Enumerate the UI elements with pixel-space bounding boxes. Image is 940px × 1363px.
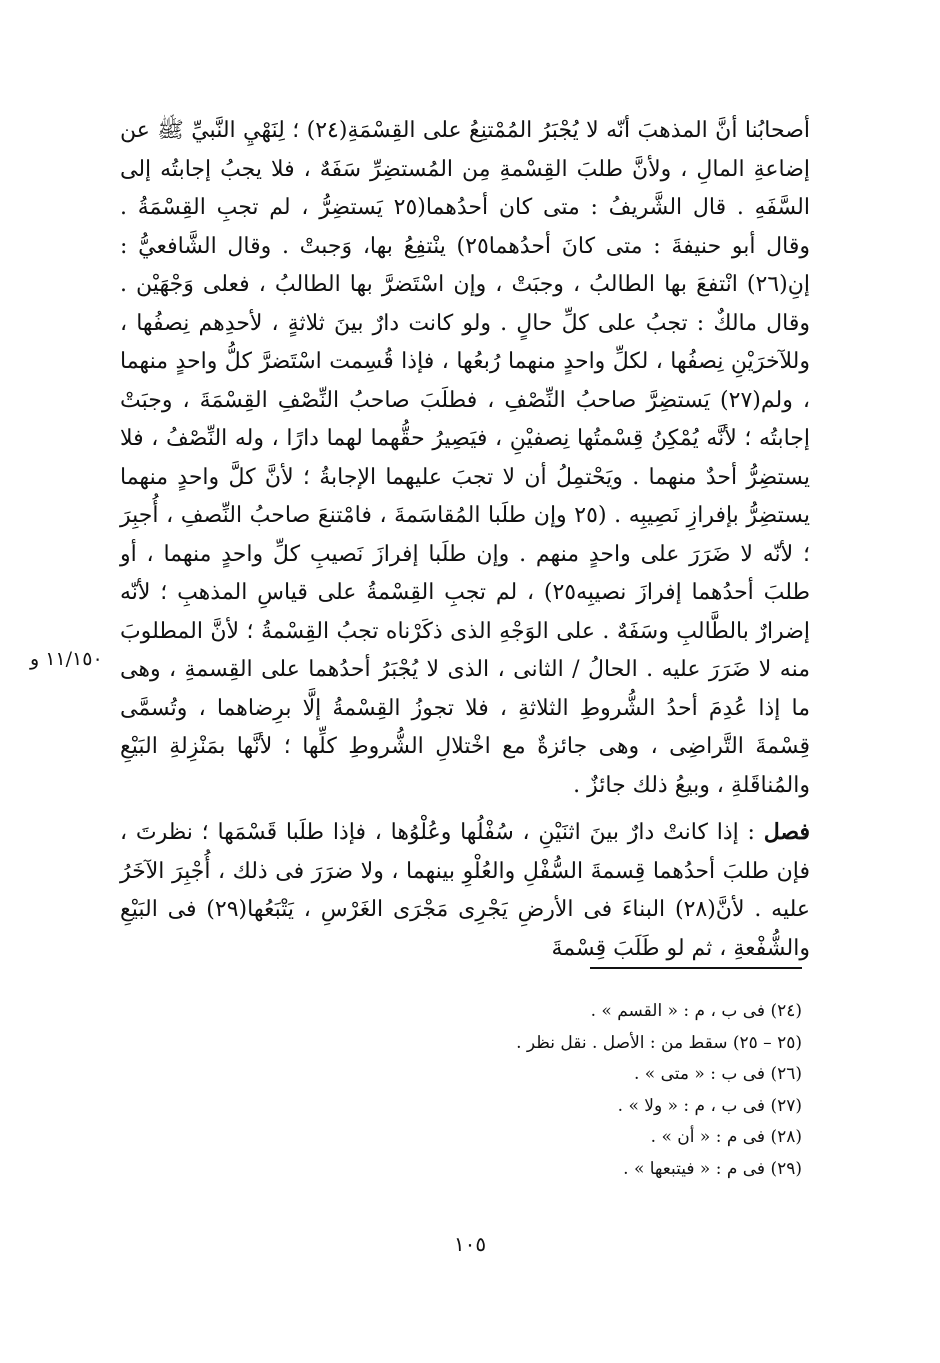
paragraph-1 [120, 112, 810, 805]
footnote-separator [590, 967, 802, 969]
footnote-27: (٢٧) فى ب ، م : « ولا » . [617, 1095, 802, 1116]
footnote-29: (٢٩) فى م : « فيتبعها » . [623, 1158, 802, 1179]
margin-folio-note: ١١/١٥٠ و [30, 648, 103, 670]
footnote-26: (٢٦) فى ب : « متى » . [633, 1064, 802, 1084]
section-heading-fasl: فصل [763, 819, 810, 845]
footnote-28: (٢٨) فى م : « أن » . [650, 1127, 802, 1147]
main-text [120, 112, 810, 968]
footnote-24: (٢٤) فى ب ، م : « القسم » . [590, 1001, 802, 1021]
paragraph-2 [120, 813, 810, 968]
paragraph-1-text: أصحابُنا أنَّ المذهبَ أنّه لا يُجْبَرُ المُمْتنِعُ على القِسْمَةِ(٢٤) ؛ لِنَهْيِ النَّبيِّ ﷺ عن إضاعةِ المالِ ، ولأنَّ طلبَ القِسْمةِ مِن المُستضِرِّ سَفَهٌ ، فلا يجبُ إجابتُه إلى السَّفَهِ . قال الشَّريفُ : متى كان أحدُهما(٢٥ يَستضِرُّ ، لم تجبِ القِسْمَةُ . وقال أبو حنيفةَ : متى كانَ أحدُهما٢٥) ينْتفِعُ بها، وَجبتْ . وقال الشَّافعيُّ : إنِ(٢٦) انْتفعَ بها الطالبُ ، وجبَتْ ، وإن اسْتَضرَّ بها الطالبُ ، فعلى وَجْهَيْن . وقال مالكٌ : تجبُ على كلِّ حالٍ . ولو كانت دارٌ بينَ ثلاثةٍ ، لأحدِهم نِصفُها ، وللآخرَيْنِ نِصفُها ، لكلِّ واحدٍ منهما رُبعُها ، فإذا قُسِمت اسْتَضرَّ كلُّ واحدٍ منهما ، ولم(٢٧) يَستضِرَّ صاحبُ النِّصْفِ ، فطلَبَ صاحبُ النِّصْفِ القِسْمَةَ ، وجبَتْ إجابتُه ؛ لأنَّه يُمْكِنُ قِسْمتُها نِصفيْنِ ، فيَصِيرُ حقُّهما لهما دارًا ، وله النِّصْفُ ، فلا يستضِرُّ أحدٌ منهما . ويَحْتمِلُ أن لا تجبَ عليهما الإجابةُ ؛ لأنَّ كلَّ واحدٍ منهما يستضِرُّ بإفرازِ نَصِيبِه . (٢٥ وإن طلَبا المُقاسَمةَ ، فامْتنعَ صاحبُ النِّصفِ ، أُجبِرَ ؛ لأنّه لا ضَرَرَ على واحدٍ منهم . وإن طلَبا إفرازَ نَصيبِ كلِّ واحدٍ منهما ، أو طلبَ أحدُهما إفرازَ نصيبِه٢٥) ، لم تجبِ القِسْمةُ على قياسِ المذهبِ ؛ لأنّه إضرارٌ بالطَّالبِ وسَفَهٌ . على الوَجْهِ الذى ذكَرْناه تجبُ القِسْمةُ ؛ لأنَّ المطلوبَ منه لا ضَرَرَ عليه . الحالُ / الثانى ، الذى لا يُجْبَرُ أحدُهما على القِسمةِ ، وهى ما إذا عُدِمَ أحدُ الشُّروطِ الثلاثةِ ، فلا تجوزُ القِسْمةُ إلَّا برِضاهما ، وتُسمَّى قِسْمةَ التَّراضِى ، وهى جائزةٌ مع اخْتلالِ الشُّروطِ كلِّها ؛ لأنَّها بمَنْزِلةِ البَيْعِ والمُناقَلةِ ، وبيعُ ذلك جائزٌ . [120, 118, 810, 798]
footnote-25: (٢٥ – ٢٥) سقط من : الأصل . نقل نظر . [516, 1032, 802, 1053]
footnotes [300, 996, 802, 1185]
paragraph-2-text: : إذا كانتْ دارٌ بينَ اثنَيْنِ ، سُفْلُها وعُلْوُها ، فإذا طلَبا قَسْمَها ؛ نظرتَ ، فإن طلبَ أحدُهما قِسمةَ السُّفْلِ والعُلْوِ بينهما ، ولا ضرَرَ فى ذلك ، أُجْبِرَ الآخَرُ عليه . لأنَّ(٢٨) البناءَ فى الأرضِ يَجْرِى مَجْرَى الغَرْسِ ، يَتْبَعُها(٢٩) فى البَيْعِ والشُّفْعةِ ، ثم لو طَلَبَ قِسْمةَ [120, 820, 810, 961]
page-number: ١٠٥ [453, 1232, 487, 1256]
